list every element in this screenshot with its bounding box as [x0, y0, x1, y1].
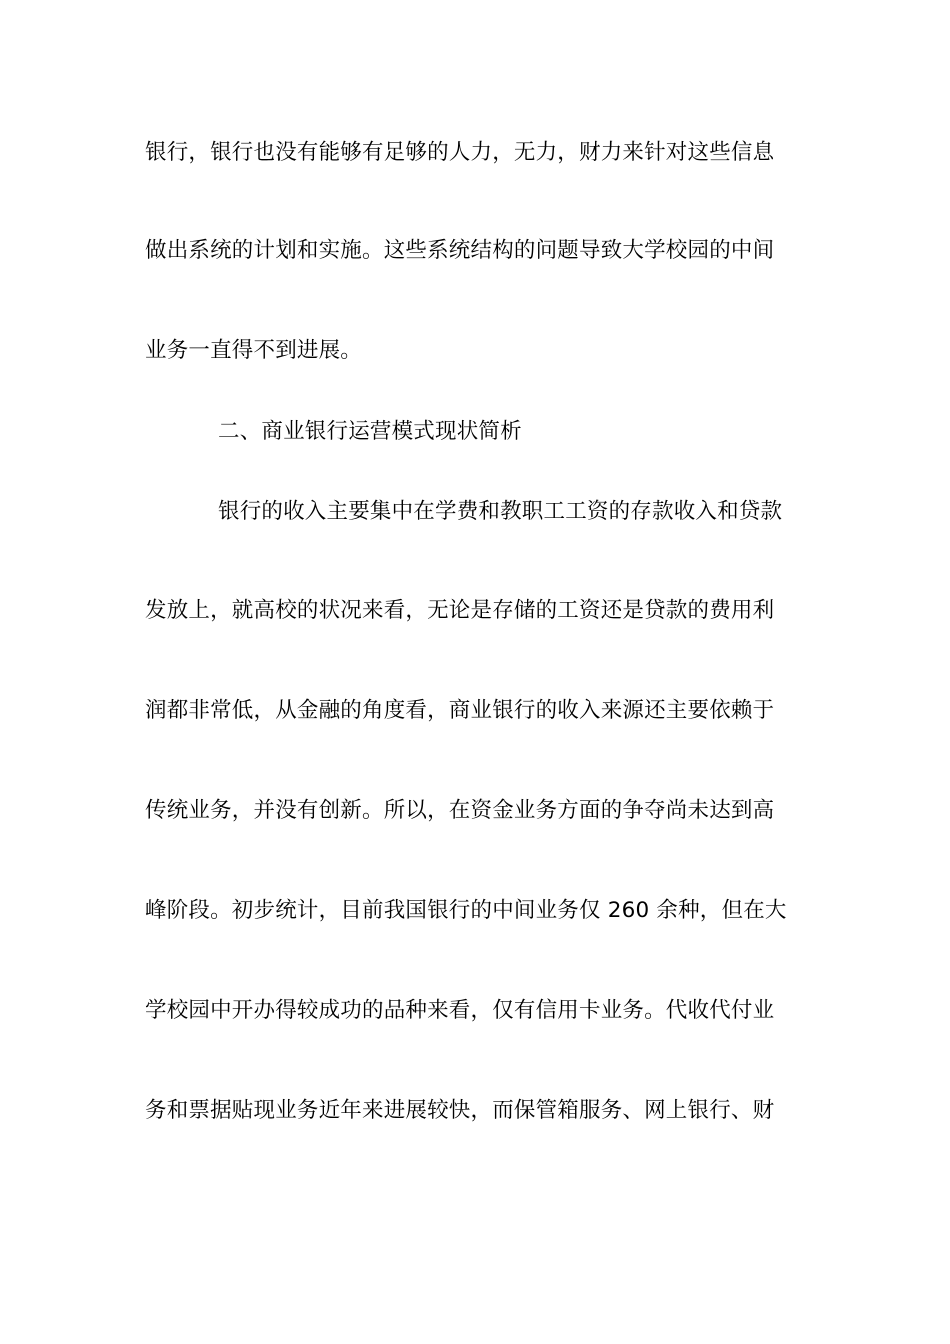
paragraph-line: 业务一直得不到进展。 [145, 338, 363, 363]
paragraph-line: 做出系统的计划和实施。这些系统结构的问题导致大学校园的中间 [145, 238, 775, 263]
paragraph-line: 发放上，就高校的状况来看，无论是存储的工资还是贷款的费用利 [145, 598, 775, 623]
paragraph-line: 润都非常低，从金融的角度看，商业银行的收入来源还主要依赖于 [145, 698, 775, 723]
paragraph-line: 银行，银行也没有能够有足够的人力，无力，财力来针对这些信息 [145, 140, 775, 165]
section-heading: 二、商业银行运营模式现状简析 [218, 419, 522, 444]
paragraph-line: 峰阶段。初步统计，目前我国银行的中间业务仅 260 余种，但在大 [145, 898, 787, 923]
paragraph-line: 传统业务，并没有创新。所以，在资金业务方面的争夺尚未达到高 [145, 798, 775, 823]
paragraph-line: 务和票据贴现业务近年来进展较快，而保管箱服务、网上银行、财 [145, 1098, 775, 1123]
paragraph-line: 银行的收入主要集中在学费和教职工工资的存款收入和贷款 [218, 499, 783, 524]
paragraph-line: 学校园中开办得较成功的品种来看，仅有信用卡业务。代收代付业 [145, 998, 775, 1023]
